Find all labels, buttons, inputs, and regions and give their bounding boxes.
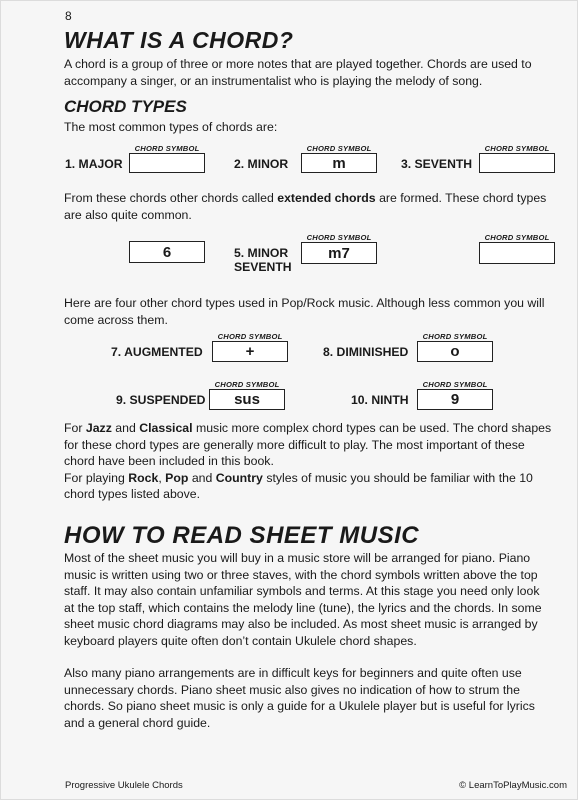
page-number: 8 [65, 9, 72, 23]
chord-label-minor-seventh: 5. MINOR SEVENTH [234, 246, 292, 274]
extended-chords-term: extended chords [277, 191, 376, 205]
chord-label-minor: 2. MINOR [234, 157, 289, 171]
pop-rock-paragraph: Here are four other chord types used in Pop/Rock music. Although less common you will come across them. [64, 296, 545, 327]
footer-website: © LearnToPlayMusic.com [459, 780, 567, 791]
sheet-music-paragraph-1: Most of the sheet music you will buy in a music store will be arranged for piano. Piano music is written using two or three staves, with the chord symbols written above the top staff. It may also contain unfamiliar symbols and terms. At this stage you need only look at the top staff, which contains the melody line (tune), the lyrics and the chords. In some sheet music chord diagrams may also be included. As most sheet music is arranged by keyboard players quite often don’t contain Ukulele chord shapes. [64, 551, 542, 648]
chord-label-diminished: 8. DIMINISHED [323, 345, 409, 359]
chord-symbol-caption: CHORD SYMBOL [134, 144, 200, 153]
chord-symbol-caption: CHORD SYMBOL [422, 380, 488, 389]
chord-types-intro: The most common types of chords are: [64, 120, 278, 134]
chord-symbol-box-augmented: + [212, 341, 288, 362]
chord-label-suspended: 9. SUSPENDED [116, 393, 206, 407]
chord-symbol-box-empty [479, 242, 555, 264]
chord-symbol-caption: CHORD SYMBOL [306, 233, 372, 242]
chord-symbol-caption: CHORD SYMBOL [217, 332, 283, 341]
chord-symbol-box-diminished: o [417, 341, 493, 362]
chord-symbol-box-seventh [479, 153, 555, 173]
chord-symbol-caption: CHORD SYMBOL [484, 144, 550, 153]
footer-book-title: Progressive Ukulele Chords [65, 780, 183, 791]
section-title-chord-types: CHORD TYPES [64, 97, 187, 116]
extended-chords-paragraph: From these chords other chords called extended chords are formed. These chord types are also quite common. [64, 191, 547, 222]
intro-line: accompany a singer, or an instrumentalist who is playing the melody of song. [64, 73, 483, 88]
chord-label-major: 1. MAJOR [65, 157, 123, 171]
intro-paragraph [64, 56, 574, 89]
chord-symbol-caption: CHORD SYMBOL [422, 332, 488, 341]
chord-symbol-caption: CHORD SYMBOL [306, 144, 372, 153]
section-title-sheet-music: HOW TO READ SHEET MUSIC [64, 522, 420, 549]
chord-symbol-box-minor-seventh: m7 [301, 242, 377, 264]
chord-symbol-box-minor: m [301, 153, 377, 173]
sheet-music-paragraph-2: Also many piano arrangements are in difficult keys for beginners and quite often use unnecessary chords. Piano sheet music also gives no indication of how to strum the chords. So piano sheet music is only a guide for a Ukulele player but is useful for lyrics and a general chord guide. [64, 666, 535, 730]
chord-symbol-box-suspended: sus [209, 389, 285, 410]
chord-label-ninth: 10. NINTH [351, 393, 409, 407]
chord-symbol-box-ninth: 9 [417, 389, 493, 410]
jazz-classical-paragraph: For Jazz and Classical music more complex chord types can be used. The chord shapes for these chord types are generally more difficult to play. The most important of these chord have been included in this book. For playing Rock, Pop and Country styles of music you should be familiar with the 10 chord types listed above. [64, 421, 552, 502]
chord-label-seventh: 3. SEVENTH [401, 157, 473, 171]
chord-symbol-caption: CHORD SYMBOL [214, 380, 280, 389]
chord-label-augmented: 7. AUGMENTED [111, 345, 203, 359]
chord-symbol-caption: CHORD SYMBOL [484, 233, 550, 242]
chord-symbol-box-sixth: 6 [129, 241, 205, 263]
chord-symbol-box-major [129, 153, 205, 173]
intro-line: A chord is a group of three or more notes that are played together. Chords are used to [64, 57, 532, 71]
section-title-what-is-a-chord: WHAT IS A CHORD? [64, 27, 294, 53]
